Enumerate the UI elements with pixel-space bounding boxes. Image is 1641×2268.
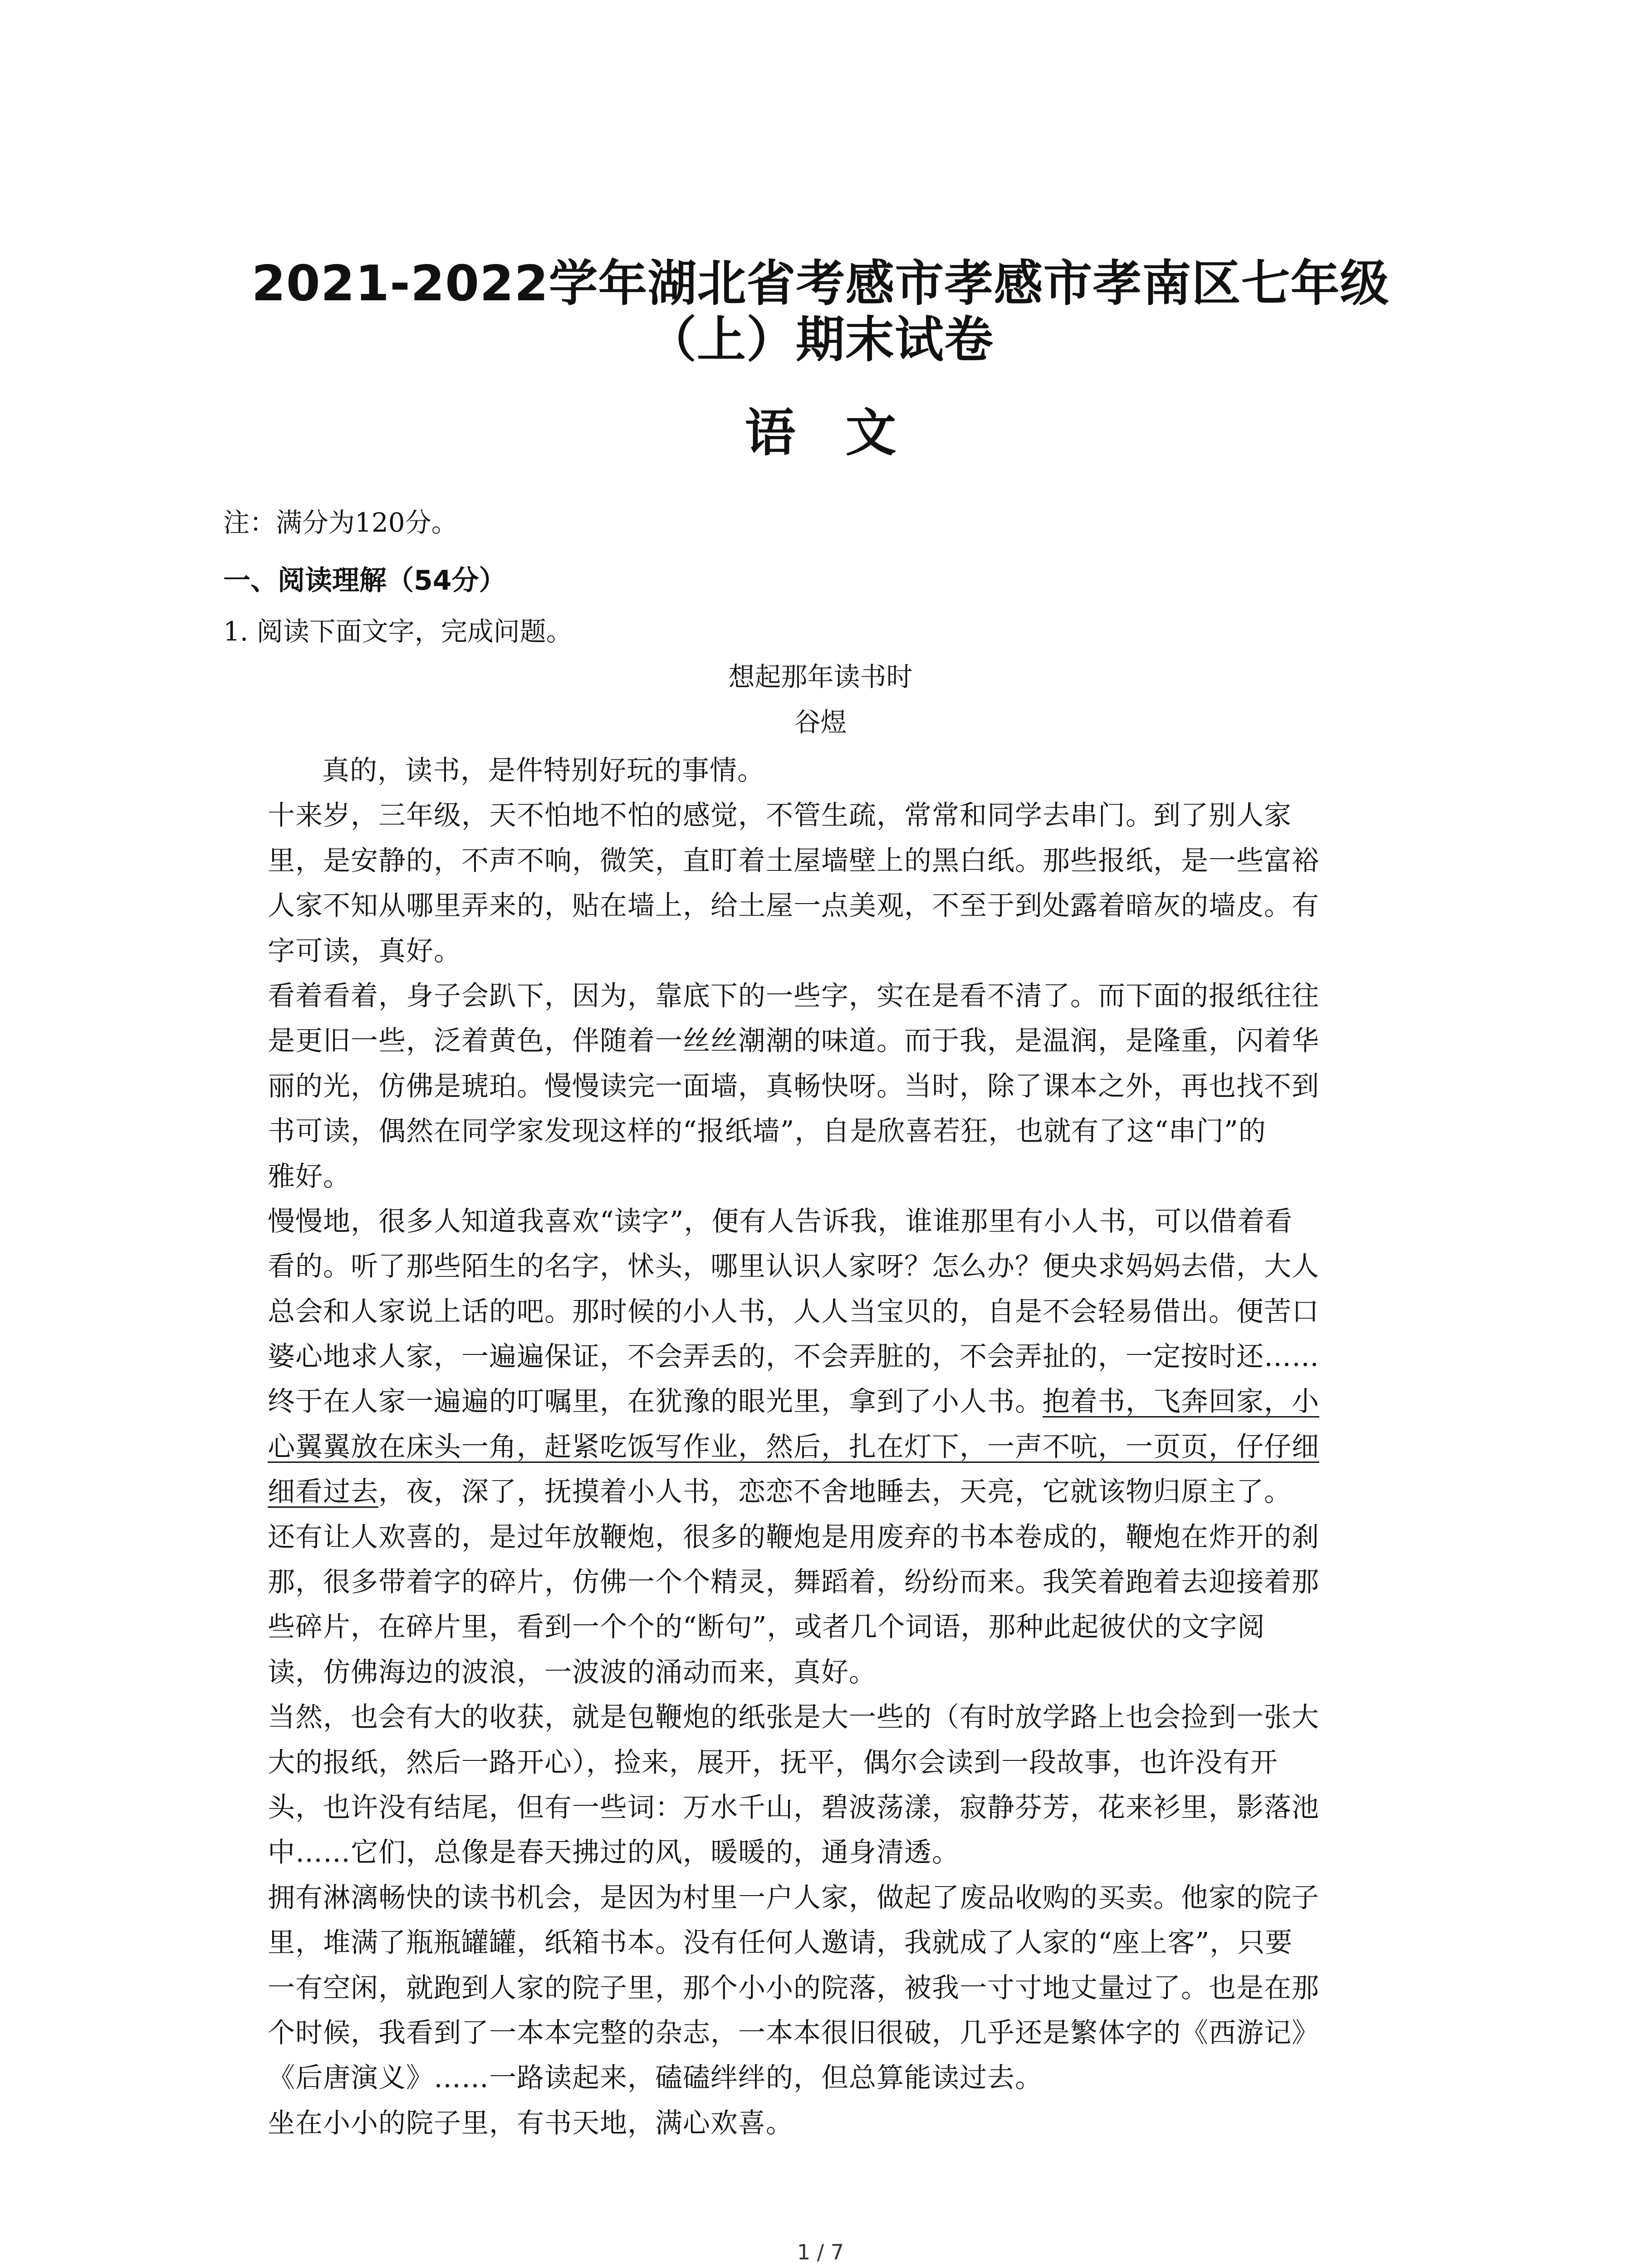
article-line: 真的，读书，是件特别好玩的事情。 [322, 755, 765, 787]
exam-title-line-2: （上）期末试卷 [647, 312, 994, 368]
article-line: 是更旧一些，泛着黄色，伴随着一丝丝潮潮的味道。而于我，是温润，是隆重，闪着华 [268, 1025, 1319, 1057]
underlined-passage: 抱着书，飞奔回家，小 [1043, 1386, 1319, 1418]
article-line-mixed [268, 1470, 1429, 1515]
article-line: 里，是安静的，不声不响，微笑，直盯着土屋墙壁上的黑白纸。那些报纸，是一些富裕 [268, 845, 1319, 877]
article-line: 些碎片，在碎片里，看到一个个的“断句”，或者几个词语，那种此起彼伏的文字阅 [268, 1611, 1265, 1643]
article-line: 书可读，偶然在同学家发现这样的“报纸墙”，自是欣喜若狂，也就有了这“串门”的 [268, 1115, 1266, 1148]
article-line: 当然，也会有大的收获，就是包鞭炮的纸张是大一些的（有时放学路上也会捡到一张大 [268, 1701, 1319, 1734]
article-line: 还有让人欢喜的，是过年放鞭炮，很多的鞭炮是用废弃的书本卷成的，鞭炮在炸开的刹 [268, 1521, 1319, 1553]
article-line-segment: ，夜，深了，抚摸着小人书，恋恋不舍地睡去，天亮，它就该物归原主了。 [378, 1476, 1292, 1508]
article-line: 雅好。 [268, 1160, 351, 1193]
article-line-segment: 终于在人家一遍遍的叮嘱里，在犹豫的眼光里，拿到了小人书。 [268, 1386, 1043, 1418]
article-line: 拥有淋漓畅快的读书机会，是因为村里一户人家，做起了废品收购的买卖。他家的院子 [268, 1882, 1319, 1914]
underlined-passage: 心翼翼放在床头一角，赶紧吃饭写作业，然后，扎在灯下，一声不吭，一页页，仔仔细 [268, 1431, 1319, 1463]
article-line: 看着看着，身子会趴下，因为，靠底下的一些字，实在是看不清了。而下面的报纸往往 [268, 980, 1319, 1012]
article-line: 中……它们，总像是春天拂过的风，暖暖的，通身清透。 [268, 1837, 960, 1869]
article-line: 总会和人家说上话的吧。那时候的小人书，人人当宝贝的，自是不会轻易借出。便苦口 [268, 1295, 1319, 1328]
article-line: 大的报纸，然后一路开心），捡来，展开，抚平，偶尔会读到一段故事，也许没有开 [268, 1746, 1278, 1779]
article-line: 那，很多带着字的碎片，仿佛一个个精灵，舞蹈着，纷纷而来。我笑着跑着去迎接着那 [268, 1566, 1319, 1598]
article-line: 婆心地求人家，一遍遍保证，不会弄丢的，不会弄脏的，不会弄扯的，一定按时还…… [268, 1341, 1319, 1373]
article-line: 读，仿佛海边的波浪，一波波的涌动而来，真好。 [268, 1656, 877, 1688]
article-line: 慢慢地，很多人知道我喜欢“读字”，便有人告诉我，谁谁那里有小人书，可以借着看 [268, 1205, 1293, 1237]
article-author: 谷煜 [794, 707, 847, 738]
article-line: 坐在小小的院子里，有书天地，满心欢喜。 [268, 2107, 794, 2139]
article-line-mixed [268, 1379, 1429, 1424]
article-line: 十来岁，三年级，天不怕地不怕的感觉，不管生疏，常常和同学去串门。到了别人家 [268, 800, 1292, 832]
score-note: 注：满分为120分。 [223, 507, 458, 538]
article-line: 《后唐演义》……一路读起来，磕磕绊绊的，但总算能读过去。 [268, 2062, 1043, 2094]
exam-title-line-1: 2021-2022学年湖北省考感市孝感市孝南区七年级 [251, 255, 1390, 312]
article-body [268, 748, 1429, 2146]
page-number: 1 / 7 [797, 2240, 844, 2264]
article-line: 头，也许没有结尾，但有一些词：万水千山，碧波荡漾，寂静芬芳，花来衫里，影落池 [268, 1791, 1319, 1823]
article-line: 看的。听了那些陌生的名字，怵头，哪里认识人家呀？怎么办？便央求妈妈去借，大人 [268, 1251, 1319, 1283]
article-title: 想起那年读书时 [728, 661, 913, 692]
article-line: 个时候，我看到了一本本完整的杂志，一本本很旧很破，几乎还是繁体字的《西游记》 [268, 2017, 1319, 2049]
question-prompt: 1. 阅读下面文字，完成问题。 [223, 616, 573, 647]
article-line: 人家不知从哪里弄来的，贴在墙上，给土屋一点美观，不至于到处露着暗灰的墙皮。有 [268, 890, 1319, 922]
subject-heading: 语文 [745, 404, 946, 463]
article-line: 里，堆满了瓶瓶罐罐，纸箱书本。没有任何人邀请，我就成了人家的“座上客”，只要 [268, 1927, 1293, 1959]
article-line: 丽的光，仿佛是琥珀。慢慢读完一面墙，真畅快呀。当时，除了课本之外，再也找不到 [268, 1070, 1319, 1102]
article-line: 字可读，真好。 [268, 935, 461, 967]
underlined-passage: 细看过去 [268, 1476, 378, 1508]
section-heading: 一、阅读理解（54分） [223, 565, 506, 596]
article-line: 一有空闲，就跑到人家的院子里，那个小小的院落，被我一寸寸地丈量过了。也是在那 [268, 1972, 1319, 2004]
